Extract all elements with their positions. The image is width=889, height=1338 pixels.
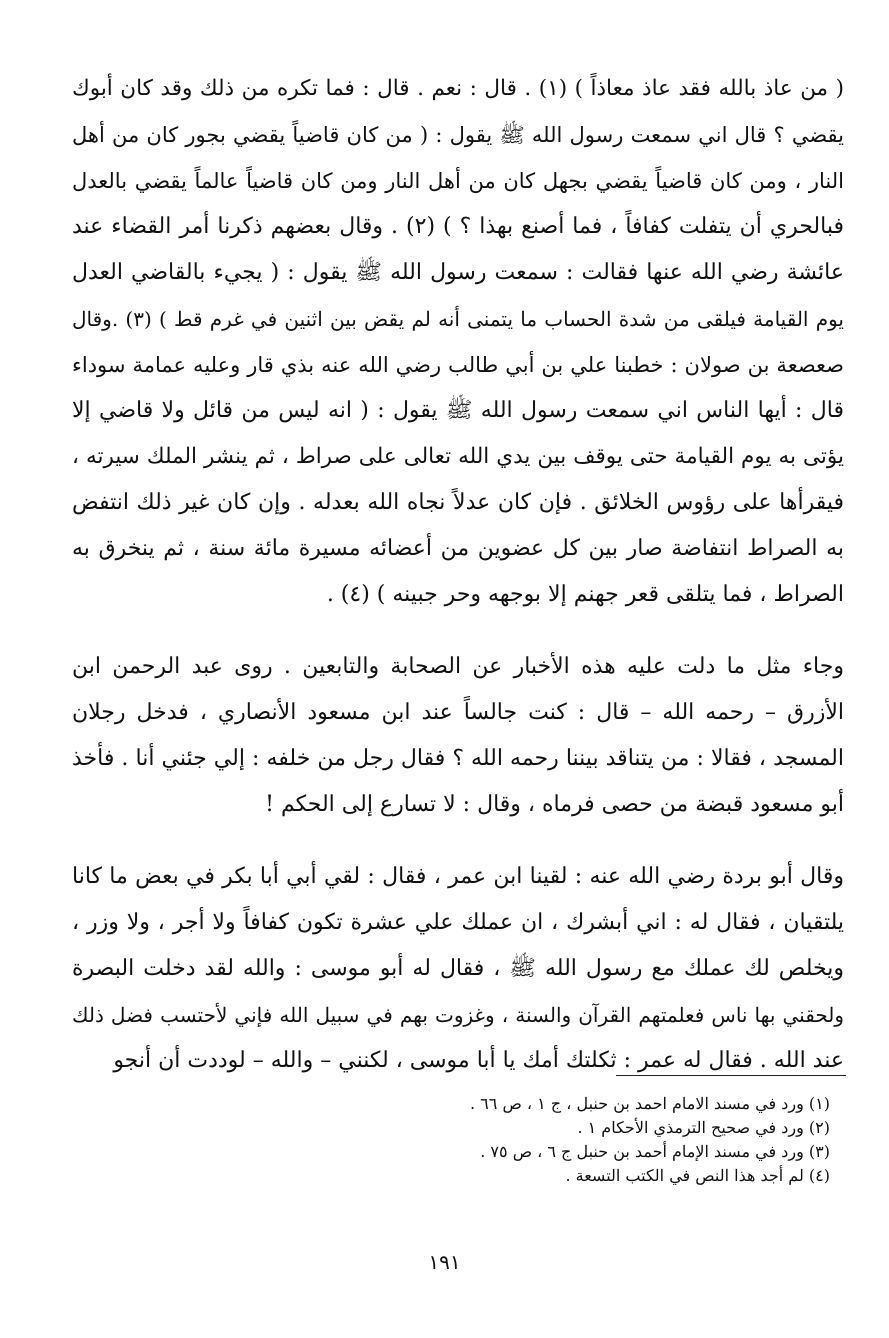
- text-line: ويخلص لك عملك مع رسول الله ﷺ ، فقال له أبو موسى : والله لقد دخلت البصرة: [72, 956, 844, 981]
- paragraph-gap: [72, 618, 844, 644]
- footnote-item: (٤) لم أجد هذا النص في الكتب التسعة .: [565, 1166, 830, 1185]
- text-line: ( من عاذ بالله فقد عاذ معاذاً ) (١) . قال : نعم . قال : فما تكره من ذلك وقد كان أبوك: [72, 76, 844, 101]
- footnote-item: (٣) ورد في مسند الإمام أحمد بن حنبل ج ٦ ، ص ٧٥ .: [480, 1142, 830, 1161]
- text-line: فبالحري أن يتفلت كفافاً ، فما أصنع بهذا ؟ ) (٢) . وقال بعضهم ذكرنا أمر القضاء عند: [72, 214, 844, 239]
- text-line: يقضي ؟ قال اني سمعت رسول الله ﷺ يقول : ( من كان قاضياً يقضي بجور كان من أهل: [72, 123, 844, 147]
- text-line: يؤتى به يوم القيامة حتى يوقف بين يدي الله تعالى على صراط ، ثم ينشر الملك سيرته ،: [72, 444, 844, 469]
- text-line: المسجد ، فقالا : من يتناقد بيننا رحمه الله ؟ فقال رجل من خلفه : إلي جئني أنا . فأخذ: [72, 746, 844, 771]
- text-line: النار ، ومن كان قاضياً يقضي بجهل كان من أهل النار ومن كان قاضياً عالماً يقضي بالعدل: [72, 169, 844, 193]
- text-line: ولحقني بها ناس فعلمتهم القرآن والسنة ، وغزوت بهم في سبيل الله فإني لأحتسب فضل ذلك: [72, 1003, 844, 1027]
- paragraph-gap: [72, 828, 844, 854]
- text-line: صعصعة بن صولان : خطبنا علي بن أبي طالب رضي الله عنه بذي قار وعليه عمامة سوداء: [72, 353, 844, 377]
- text-line: عند الله . فقال له عمر : ثكلتك أمك يا أبا موسى ، لكنني – والله – لوددت أن أنجو: [113, 1048, 844, 1073]
- text-line: يلتقيان ، فقال له : اني أبشرك ، ان عملك علي عشرة تكون كفافاً ولا أجر ، ولا وزر ،: [72, 910, 844, 935]
- text-line: يوم القيامة فيلقى من شدة الحساب ما يتمنى أنه لم يقض بين اثنين في غرم قط ) (٣) .وقال: [72, 307, 844, 331]
- text-line: أبو مسعود قبضة من حصى فرماه ، وقال : لا تسارع إلى الحكم !: [265, 792, 844, 817]
- text-line: وجاء مثل ما دلت عليه هذه الأخبار عن الصحابة والتابعين . روى عبد الرحمن ابن: [72, 654, 844, 679]
- footnotes: [120, 1092, 830, 1188]
- text-line: فيقرأها على رؤوس الخلائق . فإن كان عدلاً نجاه الله بعدله . وإن كان غير ذلك انتفض: [72, 490, 844, 515]
- page-number: ١٩١: [428, 1250, 461, 1274]
- text-line: الصراط ، فما يتلقى قعر جهنم إلا بوجهه وحر جبينه ) (٤) .: [326, 582, 844, 607]
- text-line: به الصراط انتفاضة صار بين كل عضوين من أعضائه مسيرة مائة سنة ، ثم ينخرق به: [72, 536, 844, 561]
- text-line: وقال أبو بردة رضي الله عنه : لقينا ابن عمر ، فقال : لقي أبي أبا بكر في بعض ما كانا: [72, 864, 844, 889]
- footnote-separator: [616, 1075, 846, 1076]
- text-line: عائشة رضي الله عنها فقالت : سمعت رسول الله ﷺ يقول : ( يجيء بالقاضي العدل: [72, 260, 844, 285]
- footnote-item: (١) ورد في مسند الامام احمد بن حنبل ، ج ١ ، ص ٦٦ .: [470, 1094, 830, 1113]
- main-text: [72, 66, 844, 1084]
- footnote-item: (٢) ورد في صحيح الترمذي الأحكام ١ .: [577, 1118, 830, 1137]
- text-line: قال : أيها الناس اني سمعت رسول الله ﷺ يقول : ( انه ليس من قائل ولا قاضي إلا: [72, 398, 844, 423]
- text-line: الأزرق – رحمه الله – قال : كنت جالساً عند ابن مسعود الأنصاري ، فدخل رجلان: [72, 700, 844, 725]
